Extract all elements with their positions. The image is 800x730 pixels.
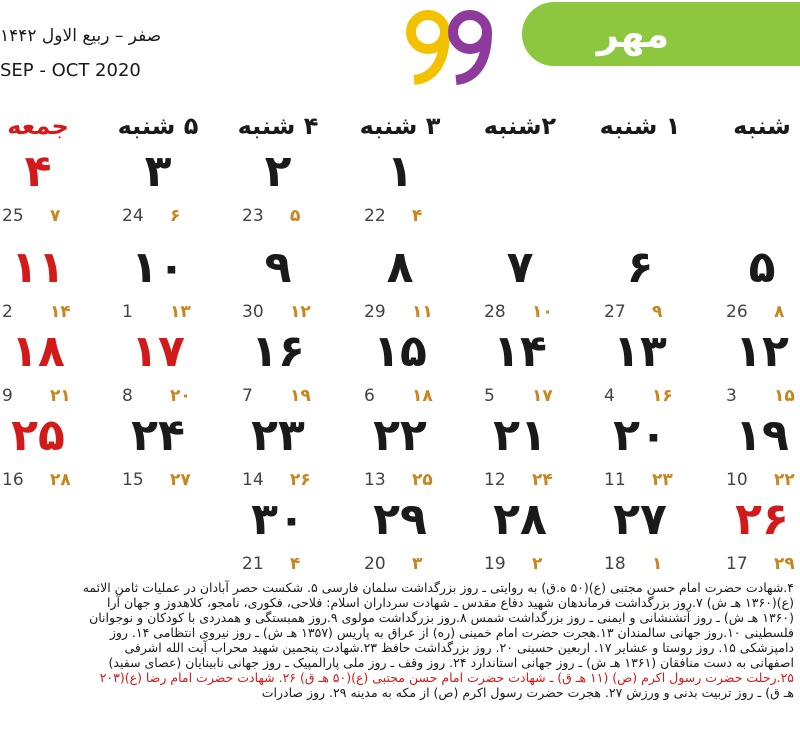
persian-day-number: ۱۷ [131,326,185,377]
hijri-day-number: ۲۹ [774,554,795,574]
weekday-label: ۱ شنبه [599,112,681,140]
month-name: مهر [596,12,670,56]
gregorian-day-number: 15 [122,470,144,490]
persian-day-number: ۲۹ [373,494,427,545]
gregorian-months-label: SEP - OCT 2020 [0,60,141,81]
hijri-day-number: ۱۷ [532,386,553,406]
gregorian-day-number: 30 [242,302,264,322]
event-line: هـ ق) ـ روز تربیت بدنی و ورزش ۲۷. هجرت حضرت رسول اکرم (ص) از مکه به مدینه ۲۹. روز صادرات [261,685,794,700]
hijri-day-number: ۵ [290,206,301,226]
hijri-day-number: ۹ [652,302,663,322]
hijri-day-number: ۱۵ [774,386,795,406]
persian-day-number: ۲۷ [613,494,667,545]
hijri-day-number: ۲۱ [50,386,71,406]
hijri-day-number: ۱۴ [50,302,71,322]
event-line: (ع)(۱۳۶۰ هـ ش) ۷.روز بزرگداشت فرماندهان شهید دفاع مقدس ـ شهادت سرداران اسلام: فلاحی، فکوری، نامجو، کلاهدوز و جهان آرا [107,595,794,610]
gregorian-day-number: 1 [122,302,133,322]
gregorian-day-number: 17 [726,554,748,574]
persian-day-number: ۱۸ [11,326,65,377]
gregorian-day-number: 22 [364,206,386,226]
persian-day-number: ۲ [264,146,292,197]
persian-day-number: ۶ [626,242,654,293]
persian-day-number: ۳ [144,146,172,197]
hijri-day-number: ۶ [170,206,181,226]
gregorian-day-number: 14 [242,470,264,490]
gregorian-day-number: 3 [726,386,737,406]
hijri-day-number: ۲۳ [652,470,673,490]
persian-day-number: ۷ [506,242,534,293]
hijri-day-number: ۲۷ [170,470,191,490]
hijri-day-number: ۱۸ [412,386,433,406]
persian-day-number: ۱۳ [613,326,667,377]
gregorian-day-number: 23 [242,206,264,226]
weekday-label: ۳ شنبه [359,112,441,140]
hijri-day-number: ۱۹ [290,386,311,406]
weekday-label: ۵ شنبه [117,112,199,140]
event-line: فلسطینی ۱۰.روز جهانی سالمندان ۱۳.هجرت حضرت امام خمینی (ره) از عراق به پاریس (۱۳۵۷ هـ ش) ـ روز نیروی انتظامی ۱۴. روز [109,625,794,640]
persian-day-number: ۹ [264,242,292,293]
gregorian-day-number: 12 [484,470,506,490]
persian-day-number: ۱۹ [735,410,789,461]
gregorian-day-number: 21 [242,554,264,574]
gregorian-day-number: 11 [604,470,626,490]
gregorian-day-number: 6 [364,386,375,406]
gregorian-day-number: 29 [364,302,386,322]
hijri-day-number: ۱۱ [412,302,433,322]
persian-day-number: ۲۵ [11,410,65,461]
weekday-label: ۴ شنبه [237,112,319,140]
gregorian-day-number: 26 [726,302,748,322]
persian-day-number: ۱۶ [251,326,305,377]
gregorian-day-number: 9 [2,386,13,406]
hijri-day-number: ۲۶ [290,470,311,490]
hijri-day-number: ۱ [652,554,663,574]
gregorian-day-number: 7 [242,386,253,406]
persian-day-number: ۴ [24,146,52,197]
persian-day-number: ۳۰ [251,494,305,545]
gregorian-day-number: 20 [364,554,386,574]
gregorian-day-number: 24 [122,206,144,226]
hijri-day-number: ۳ [412,554,423,574]
event-line: (۱۳۶۰ هـ ش) ـ روز آتشنشانی و ایمنی ـ روز بزرگداشت شمس ۸.روز بزرگداشت مولوی ۹.روز همبستگی و همدردی با کودکان و نوجوانان [89,610,794,625]
gregorian-day-number: 27 [604,302,626,322]
persian-day-number: ۱ [386,146,414,197]
hijri-day-number: ۲۵ [412,470,433,490]
persian-day-number: ۱۲ [735,326,789,377]
persian-day-number: ۲۴ [131,410,185,461]
event-line: ۴.شهادت حضرت امام حسن مجتبی (ع)(۵۰ ه.ق) به روایتی ـ روز بزرگداشت سلمان فارسی ۵. شکست حصر آبادان در عملیات ثامن الائمه [82,580,794,595]
gregorian-day-number: 13 [364,470,386,490]
events-list [0,580,800,700]
persian-day-number: ۱۰ [131,242,185,293]
persian-day-number: ۲۸ [493,494,547,545]
weekday-label: ۲شنبه [483,112,557,140]
hijri-day-number: ۲۴ [532,470,553,490]
gregorian-day-number: 28 [484,302,506,322]
persian-day-number: ۲۶ [735,494,789,545]
gregorian-day-number: 19 [484,554,506,574]
hijri-day-number: ۱۲ [290,302,311,322]
persian-day-number: ۲۲ [373,410,427,461]
hijri-months-label: صفر – ربیع الاول ۱۴۴۲ [0,26,162,46]
event-line: ۲۵.رحلت حضرت رسول اکرم (ص) (۱۱ هـ ق) ـ شهادت حضرت امام حسن مجتبی (ع)(۵۰ هـ ق) ۲۶. شهادت حضرت امام رضا (ع)(۲۰۳ [99,670,794,685]
gregorian-day-number: 16 [2,470,24,490]
event-line: دامپزشکی ۱۵. روز روستا و عشایر ۱۷. اربعین حسینی ۲۰. روز بزرگداشت حافظ ۲۳.شهادت پنجمین شهید محراب آیت الله اشرفی [124,640,794,655]
hijri-day-number: ۱۶ [652,386,673,406]
logo-icon [404,6,496,86]
persian-day-number: ۱۵ [373,326,427,377]
weekday-label: جمعه [7,112,69,140]
hijri-day-number: ۲۸ [50,470,71,490]
hijri-day-number: ۱۰ [532,302,553,322]
persian-day-number: ۲۱ [493,410,547,461]
gregorian-day-number: 2 [2,302,13,322]
gregorian-day-number: 5 [484,386,495,406]
gregorian-day-number: 10 [726,470,748,490]
hijri-day-number: ۲۲ [774,470,795,490]
persian-day-number: ۸ [386,242,414,293]
gregorian-day-number: 18 [604,554,626,574]
event-line: اصفهانی به دست منافقان (۱۳۶۱ هـ ش) ـ روز جهانی استاندارد ۲۴. روز وقف ـ روز ملی پارالمپیک ـ روز جهانی نابینایان (عصای سفید) [108,655,794,670]
hijri-day-number: ۷ [50,206,61,226]
hijri-day-number: ۱۳ [170,302,191,322]
persian-day-number: ۲۰ [613,410,667,461]
gregorian-day-number: 4 [604,386,615,406]
hijri-day-number: ۴ [290,554,301,574]
hijri-day-number: ۲۰ [170,386,191,406]
persian-day-number: ۲۳ [251,410,305,461]
gregorian-day-number: 8 [122,386,133,406]
hijri-day-number: ۴ [412,206,423,226]
gregorian-day-number: 25 [2,206,24,226]
weekday-label: شنبه [733,112,791,140]
hijri-day-number: ۸ [774,302,785,322]
persian-day-number: ۵ [748,242,776,293]
persian-day-number: ۱۴ [493,326,547,377]
hijri-day-number: ۲ [532,554,543,574]
persian-day-number: ۱۱ [11,242,65,293]
